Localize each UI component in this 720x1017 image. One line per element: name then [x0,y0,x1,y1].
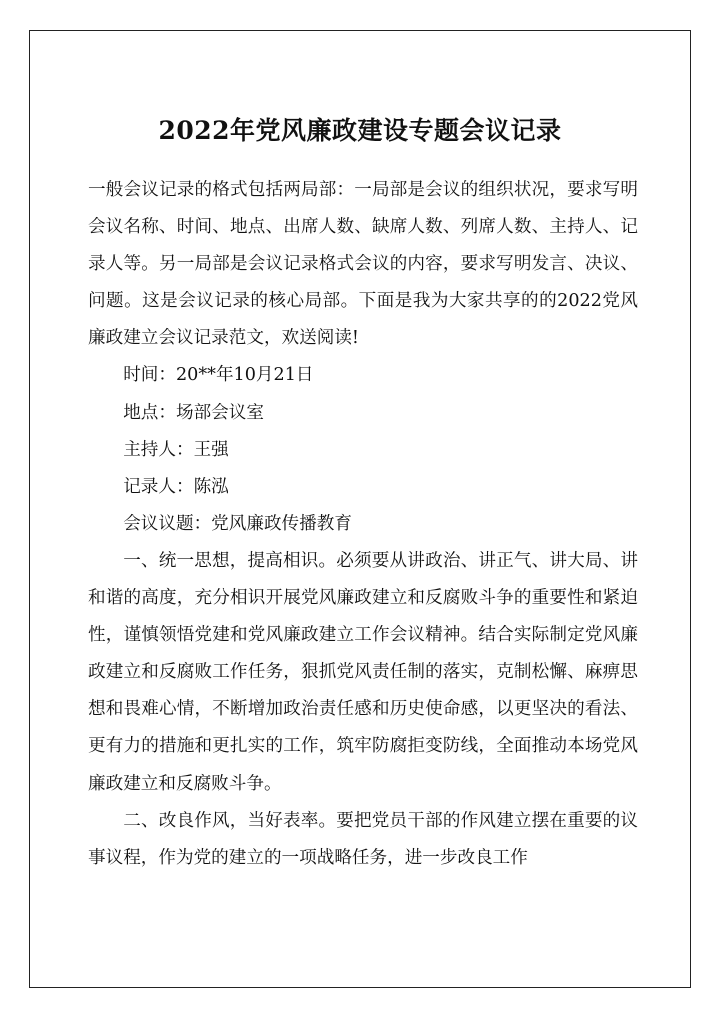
document-body [88,172,638,877]
meeting-host: 主持人：王强 [123,439,229,460]
meeting-topic: 会议议题：党风廉政传播教育 [123,513,352,534]
meeting-location: 地点：场部会议室 [123,402,264,423]
section-two-paragraph: 二、改良作风，当好表率。要把党员干部的作风建立摆在重要的议事议程，作为党的建立的一项战略任务，进一步改良工作 [88,810,638,868]
intro-paragraph: 一般会议记录的格式包括两局部：一局部是会议的组织状况，要求写明会议名称、时间、地点、出席人数、缺席人数、列席人数、主持人、记录人等。另一局部是会议记录格式会议的内容，要求写明发言、决议、问题。这是会议记录的核心局部。下面是我为大家共享的的2022党风廉政建立会议记录范文，欢送阅读! [88,180,638,349]
document-title: 2022年党风廉政建设专题会议记录 [158,116,562,145]
meeting-recorder: 记录人：陈泓 [123,476,229,497]
meeting-time: 时间：20**年10月21日 [123,365,314,386]
section-one-paragraph: 一、统一思想，提高相识。必须要从讲政治、讲正气、讲大局、讲和谐的高度，充分相识开展党风廉政建立和反腐败斗争的重要性和紧迫性，谨慎领悟党建和党风廉政建立工作会议精神。结合实际制定党风廉政建立和反腐败工作任务，狠抓党风责任制的落实，克制松懈、麻痹思想和畏难心情，不断增加政治责任感和历史使命感，以更坚决的看法、更有力的措施和更扎实的工作，筑牢防腐拒变防线，全面推动本场党风廉政建立和反腐败斗争。 [88,550,638,794]
